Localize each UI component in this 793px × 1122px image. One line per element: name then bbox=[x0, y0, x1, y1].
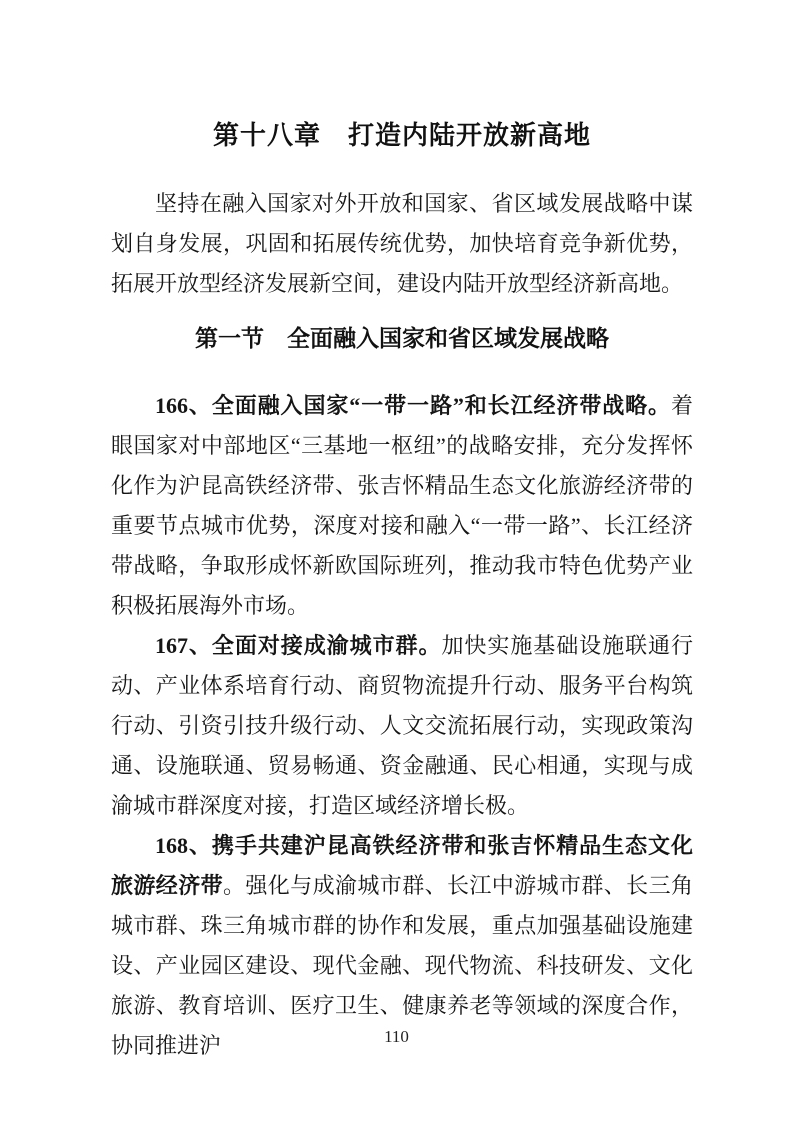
item-body-168: 。强化与成渝城市群、长江中游城市群、长三角城市群、珠三角城市群的协作和发展，重点加强基础设施建设、产业园区建设、现代金融、现代物流、科技研发、文化旅游、教育培训、医疗卫生、健康养老等领域的深度合作，协同推进沪 bbox=[111, 873, 693, 1058]
item-lead-166: 166、全面融入国家“一带一路”和长江经济带战略。 bbox=[155, 393, 671, 418]
chapter-title: 第十八章 打造内陆开放新高地 bbox=[212, 120, 591, 150]
section-items bbox=[111, 386, 693, 1066]
intro-paragraph: 坚持在融入国家对外开放和国家、省区域发展战略中谋划自身发展，巩固和拓展传统优势，加快培育竞争新优势，拓展开放型经济发展新空间，建设内陆开放型经济新高地。 bbox=[111, 191, 693, 296]
item-paragraph-167 bbox=[111, 626, 693, 826]
item-lead-167: 167、全面对接成渝城市群。 bbox=[155, 633, 442, 658]
item-body-166: 着眼国家对中部地区“三基地一枢纽”的战略安排，充分发挥怀化作为沪昆高铁经济带、张吉怀精品生态文化旅游经济带的重要节点城市优势，深度对接和融入“一带一路”、长江经济带战略，争取形成怀新欧国际班列，推动我市特色优势产业积极拓展海外市场。 bbox=[111, 393, 693, 618]
section-title: 第一节 全面融入国家和省区域发展战略 bbox=[195, 326, 609, 351]
page-number: 110 bbox=[384, 1027, 409, 1046]
item-paragraph-166 bbox=[111, 386, 693, 626]
item-lead-168: 168、携手共建沪昆高铁经济带和张吉怀精品生态文化旅游经济带 bbox=[111, 833, 693, 898]
item-body-167: 加快实施基础设施联通行动、产业体系培育行动、商贸物流提升行动、服务平台构筑行动、引资引技升级行动、人文交流拓展行动，实现政策沟通、设施联通、贸易畅通、资金融通、民心相通，实现与成渝城市群深度对接，打造区域经济增长极。 bbox=[111, 633, 693, 818]
